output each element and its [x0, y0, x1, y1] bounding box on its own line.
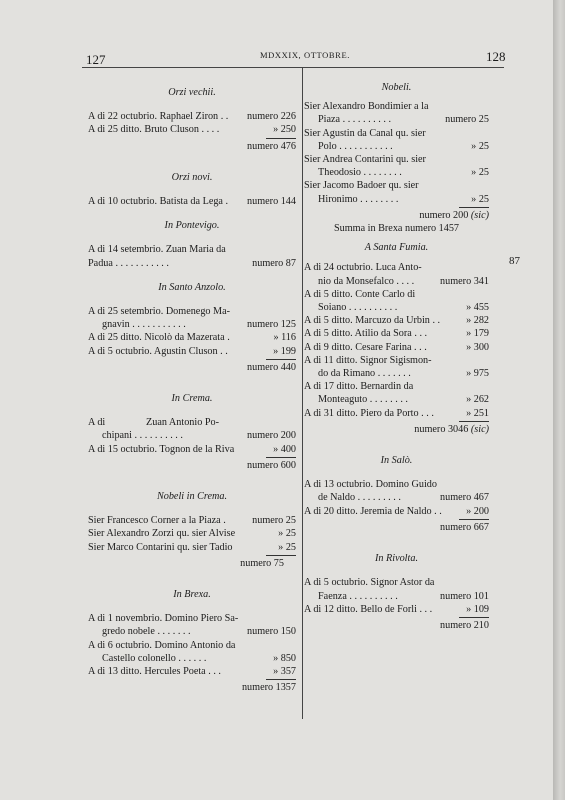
page-edge — [553, 0, 565, 800]
list-item: Sier Marco Contarini qu. sier Tadio » 25 — [88, 541, 296, 553]
margin-note: 87 — [509, 255, 520, 267]
right-page-number: 128 — [486, 49, 506, 64]
running-title: MDXXIX, OTTOBRE. — [260, 50, 350, 60]
section-heading: In Salò. — [380, 455, 413, 467]
section-total: numero 600 — [247, 459, 296, 471]
list-item: A di 6 octubrio. Domino Antonio da Castello colonello . . . . . . » 850 — [88, 639, 296, 664]
section-heading: Nobeli. — [381, 82, 412, 93]
list-item: A di 12 ditto. Bello de Forli . . . » 109 — [304, 603, 489, 615]
list-item: A di 13 ditto. Hercules Poeta . . . » 357 — [88, 666, 296, 678]
sum-rule — [459, 207, 489, 208]
list-item: A di 14 setembrio. Zuan Maria da Padua . . . . . . . . . . . numero 87 — [88, 244, 296, 269]
right-column — [304, 72, 489, 632]
section-heading: Orzi vechii. — [168, 87, 216, 98]
list-item: A di 5 ditto. Atilio da Sora . . . » 179 — [304, 328, 489, 340]
list-item: Sier Jacomo Badoer qu. sier Hironimo . . . . . . . . » 25 — [304, 180, 489, 205]
summa-line: Summa in Brexa numero 1457 — [333, 223, 460, 235]
list-item: A di 11 ditto. Signor Sigismon- do da Rimano . . . . . . . » 975 — [304, 354, 489, 380]
list-item: Sier Francesco Corner a la Piaza . numero 25 — [88, 515, 296, 527]
list-item: A di 13 octubrio. Domino Guido de Naldo . . . . . . . . . numero 467 — [304, 479, 489, 504]
list-item: A di 25 setembrio. Domenego Ma- gnavin . . . . . . . . . . . numero 125 — [88, 306, 296, 331]
sum-rule — [266, 359, 296, 360]
list-item: A di 22 octubrio. Raphael Ziron . . numero 226 — [88, 111, 296, 123]
section-total: numero 476 — [247, 140, 296, 152]
list-item: A di 5 octubrio. Agustin Cluson . . » 199 — [88, 345, 296, 357]
list-item: A di 25 ditto. Bruto Cluson . . . . » 250 — [88, 124, 296, 136]
list-item: A di Zuan Antonio Po- chipani . . . . . . . . . . numero 200 — [88, 417, 296, 442]
list-item: A di 20 ditto. Jeremia de Naldo . . » 200 — [304, 505, 489, 517]
sum-rule — [266, 138, 296, 139]
list-item: A di 5 ditto. Conte Carlo di Soiano . . . . . . . . . . » 455 — [304, 288, 489, 314]
section-total: numero 440 — [247, 361, 296, 373]
list-item: A di 5 octubrio. Signor Astor da Faenza . . . . . . . . . . numero 101 — [304, 577, 489, 602]
list-item: Sier Alexandro Zorzi qu. sier Alvise » 25 — [88, 528, 296, 540]
section-heading: Nobeli in Crema. — [156, 491, 228, 503]
section-heading: Orzi novi. — [171, 171, 213, 183]
sum-rule — [459, 519, 489, 520]
list-item: A di 5 ditto. Marcuzo da Urbin . . » 282 — [304, 315, 489, 327]
section-heading: In Santo Anzolo. — [158, 281, 226, 293]
sum-rule — [266, 555, 296, 556]
sum-rule — [459, 617, 489, 618]
list-item: A di 25 ditto. Nicolò da Mazerata . » 116 — [88, 332, 296, 344]
list-item: A di 24 octubrio. Luca Anto- nio da Monsefalco . . . . numero 341 — [304, 262, 489, 287]
section-heading: In Brexa. — [173, 589, 211, 601]
section-total: numero 210 — [440, 619, 489, 631]
header-rule — [82, 67, 504, 68]
section-heading: In Crema. — [171, 393, 213, 405]
list-item: Sier Alexandro Bondimier a la Piaza . . . . . . . . . . numero 25 — [304, 101, 489, 126]
section-total: numero 200 (sic) — [419, 209, 489, 221]
left-column — [88, 72, 296, 695]
left-page-number: 127 — [86, 52, 106, 67]
sum-rule — [266, 679, 296, 680]
section-heading: In Pontevigo. — [164, 220, 220, 232]
section-total: numero 3046 (sic) — [414, 423, 489, 435]
section-heading: In Rivolta. — [374, 553, 418, 565]
list-item: Sier Andrea Contarini qu. sier Theodosio . . . . . . . . » 25 — [304, 154, 489, 179]
list-item: A di 17 ditto. Bernardin da Monteaguto . . . . . . . . » 262 — [304, 381, 489, 406]
sum-rule — [459, 421, 489, 422]
sum-rule — [266, 457, 296, 458]
section-total: numero 667 — [440, 521, 489, 533]
list-item: A di 10 octubrio. Batista da Lega . numero 144 — [88, 196, 296, 208]
section-total: numero 75 — [240, 557, 284, 569]
list-item: A di 15 octubrio. Tognon de la Riva » 400 — [88, 443, 296, 455]
list-item: A di 31 ditto. Piero da Porto . . . » 251 — [304, 407, 489, 419]
section-total: numero 1357 — [241, 682, 296, 694]
section-heading: A Santa Fumia. — [364, 242, 429, 254]
list-item: A di 9 ditto. Cesare Farina . . . » 300 — [304, 341, 489, 353]
column-divider — [302, 67, 303, 719]
list-item: A di 1 novembrio. Domino Piero Sa- gredo nobele . . . . . . . numero 150 — [88, 613, 296, 638]
list-item: Sier Agustin da Canal qu. sier Polo . . . . . . . . . . . » 25 — [304, 127, 489, 152]
